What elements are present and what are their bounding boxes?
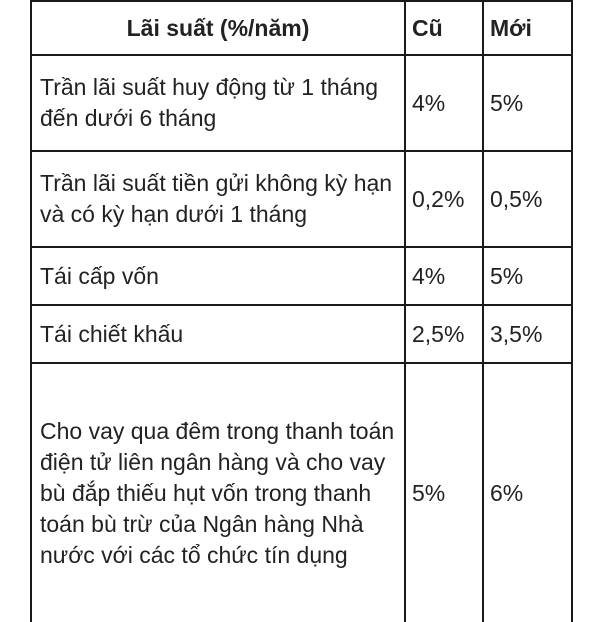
header-row <box>31 1 572 55</box>
table-row <box>31 151 572 247</box>
row-old-value: 4% <box>405 247 483 305</box>
table-row <box>31 363 572 622</box>
row-old-value: 0,2% <box>405 151 483 247</box>
row-old-value: 4% <box>405 55 483 151</box>
row-old-value: 2,5% <box>405 305 483 363</box>
table-header <box>31 1 572 55</box>
row-new-value: 6% <box>483 363 572 622</box>
row-old-value: 5% <box>405 363 483 622</box>
row-description: Trần lãi suất huy động từ 1 tháng đến dưới 6 tháng <box>31 55 405 151</box>
row-new-value: 5% <box>483 55 572 151</box>
row-description: Trần lãi suất tiền gửi không kỳ hạn và có kỳ hạn dưới 1 tháng <box>31 151 405 247</box>
header-interest-rate: Lãi suất (%/năm) <box>31 1 405 55</box>
row-description: Cho vay qua đêm trong thanh toán điện tử liên ngân hàng và cho vay bù đắp thiếu hụt vốn trong thanh toán bù trừ của Ngân hàng Nhà nước với các tổ chức tín dụng <box>31 363 405 622</box>
row-description: Tái cấp vốn <box>31 247 405 305</box>
row-new-value: 3,5% <box>483 305 572 363</box>
table-row <box>31 55 572 151</box>
row-new-value: 0,5% <box>483 151 572 247</box>
table-row <box>31 305 572 363</box>
table-body <box>31 55 572 622</box>
interest-rate-table <box>30 0 573 622</box>
row-description: Tái chiết khấu <box>31 305 405 363</box>
header-new: Mới <box>483 1 572 55</box>
row-new-value: 5% <box>483 247 572 305</box>
header-old: Cũ <box>405 1 483 55</box>
table-row <box>31 247 572 305</box>
